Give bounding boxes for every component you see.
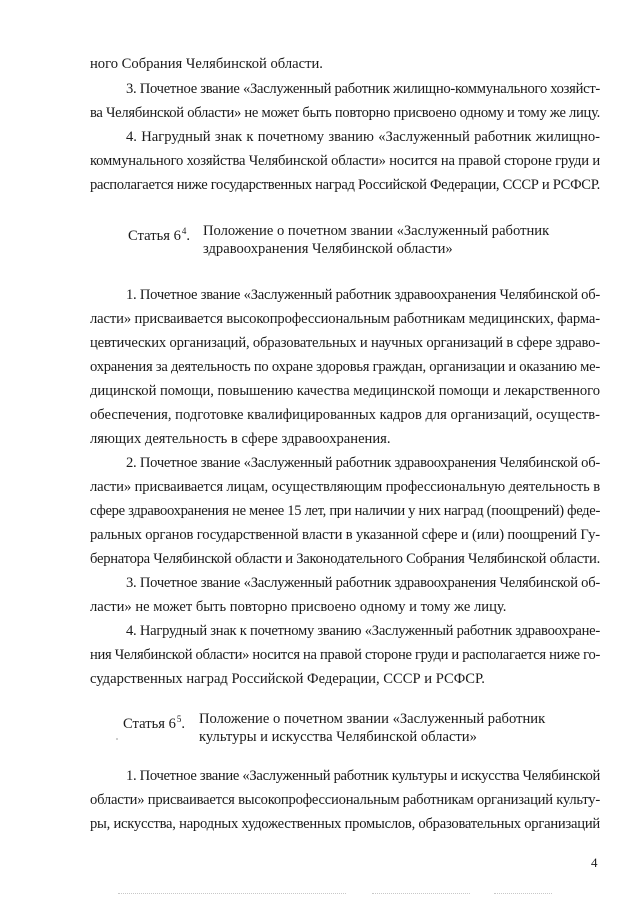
text-line-content: области» присваивается высокопрофессиональным работникам организаций культу- bbox=[90, 792, 600, 808]
text-line bbox=[0, 52, 640, 76]
article-title: здравоохранения Челябинской области» bbox=[203, 241, 453, 257]
text-line-content: ва Челябинской области» не может быть повторно присвоено одному и тому же лицу. bbox=[90, 105, 600, 121]
scan-speck bbox=[116, 738, 118, 740]
footer-rule bbox=[118, 893, 346, 894]
article-number: Статья $6^4$. bbox=[128, 226, 191, 244]
text-line-content: дицинской помощи, повышению качества медицинской помощи и лекарственного bbox=[90, 383, 600, 399]
text-line-content: ния Челябинской области» носится на правой стороне груди и располагается ниже го- bbox=[90, 647, 600, 663]
text-line-content: ного Собрания Челябинской области. bbox=[90, 56, 323, 72]
text-line-content: ры, искусства, народных художественных промыслов, образовательных организаций bbox=[90, 816, 600, 832]
text-line bbox=[0, 403, 640, 427]
text-line bbox=[0, 355, 640, 379]
text-line-content: коммунального хозяйства Челябинской области» носится на правой стороне груди и bbox=[90, 153, 600, 169]
text-line-content: ласти» не может быть повторно присвоено одному и тому же лицу. bbox=[90, 599, 507, 615]
text-line bbox=[0, 667, 640, 691]
text-line-content: ляющих деятельность в сфере здравоохранения. bbox=[90, 431, 391, 447]
text-line-content: ральных органов государственной власти в указанной сфере и (или) поощрений Гу- bbox=[90, 527, 600, 543]
text-line bbox=[0, 475, 640, 499]
article-number: Статья $6^5$. bbox=[123, 714, 186, 732]
text-line bbox=[0, 427, 640, 451]
text-line bbox=[0, 499, 640, 523]
text-line-content: сфере здравоохранения не менее 15 лет, при наличии у них наград (поощрений) феде- bbox=[90, 503, 600, 519]
text-line bbox=[0, 379, 640, 403]
text-line bbox=[0, 125, 640, 149]
text-line bbox=[0, 523, 640, 547]
page-number: 4 bbox=[591, 855, 598, 870]
text-line bbox=[0, 619, 640, 643]
text-line bbox=[0, 571, 640, 595]
text-line bbox=[0, 149, 640, 173]
text-line-content: 1. Почетное звание «Заслуженный работник здравоохранения Челябинской об- bbox=[126, 287, 600, 303]
text-line-content: 4. Нагрудный знак к почетному званию «Заслуженный работник здравоохране- bbox=[126, 623, 600, 639]
article-title: культуры и искусства Челябинской области» bbox=[199, 729, 477, 745]
text-line bbox=[0, 331, 640, 355]
text-line bbox=[0, 283, 640, 307]
text-line-content: 4. Нагрудный знак к почетному званию «Заслуженный работник жилищно- bbox=[126, 129, 600, 145]
text-line-content: ласти» присваивается лицам, осуществляющим профессиональную деятельность в bbox=[90, 479, 600, 495]
text-line bbox=[0, 77, 640, 101]
article-title: Положение о почетном звании «Заслуженный работник bbox=[203, 223, 550, 239]
text-line-content: цевтических организаций, образовательных и научных организаций в сфере здраво- bbox=[90, 335, 600, 351]
footer-rule bbox=[372, 893, 470, 894]
text-line bbox=[0, 764, 640, 788]
text-line bbox=[0, 812, 640, 836]
text-line-content: сударственных наград Российской Федерации, СССР и РСФСР. bbox=[90, 671, 485, 687]
text-line bbox=[0, 173, 640, 197]
text-line bbox=[0, 451, 640, 475]
text-line bbox=[0, 595, 640, 619]
text-line-content: 3. Почетное звание «Заслуженный работник здравоохранения Челябинской об- bbox=[126, 575, 600, 591]
text-line-content: обеспечения, подготовке квалифицированных кадров для организаций, осуществ- bbox=[90, 407, 600, 423]
text-line-content: 3. Почетное звание «Заслуженный работник жилищно-коммунального хозяйст- bbox=[126, 81, 600, 97]
text-line bbox=[0, 307, 640, 331]
article-title: Положение о почетном звании «Заслуженный работник bbox=[199, 711, 546, 727]
text-line-content: ласти» присваивается высокопрофессиональным работникам медицинских, фарма- bbox=[90, 311, 600, 327]
text-line bbox=[0, 547, 640, 571]
text-line-content: охранения за деятельность по охране здоровья граждан, организации и оказанию ме- bbox=[90, 359, 600, 375]
text-line-content: располагается ниже государственных наград Российской Федерации, СССР и РСФСР. bbox=[90, 177, 600, 193]
text-line-content: 2. Почетное звание «Заслуженный работник здравоохранения Челябинской об- bbox=[126, 455, 600, 471]
footer-rule bbox=[494, 893, 552, 894]
text-line bbox=[0, 101, 640, 125]
text-line-content: бернатора Челябинской области и Законодательного Собрания Челябинской области. bbox=[90, 551, 600, 567]
text-line bbox=[0, 643, 640, 667]
text-line bbox=[0, 788, 640, 812]
text-line-content: 1. Почетное звание «Заслуженный работник культуры и искусства Челябинской bbox=[126, 768, 600, 784]
